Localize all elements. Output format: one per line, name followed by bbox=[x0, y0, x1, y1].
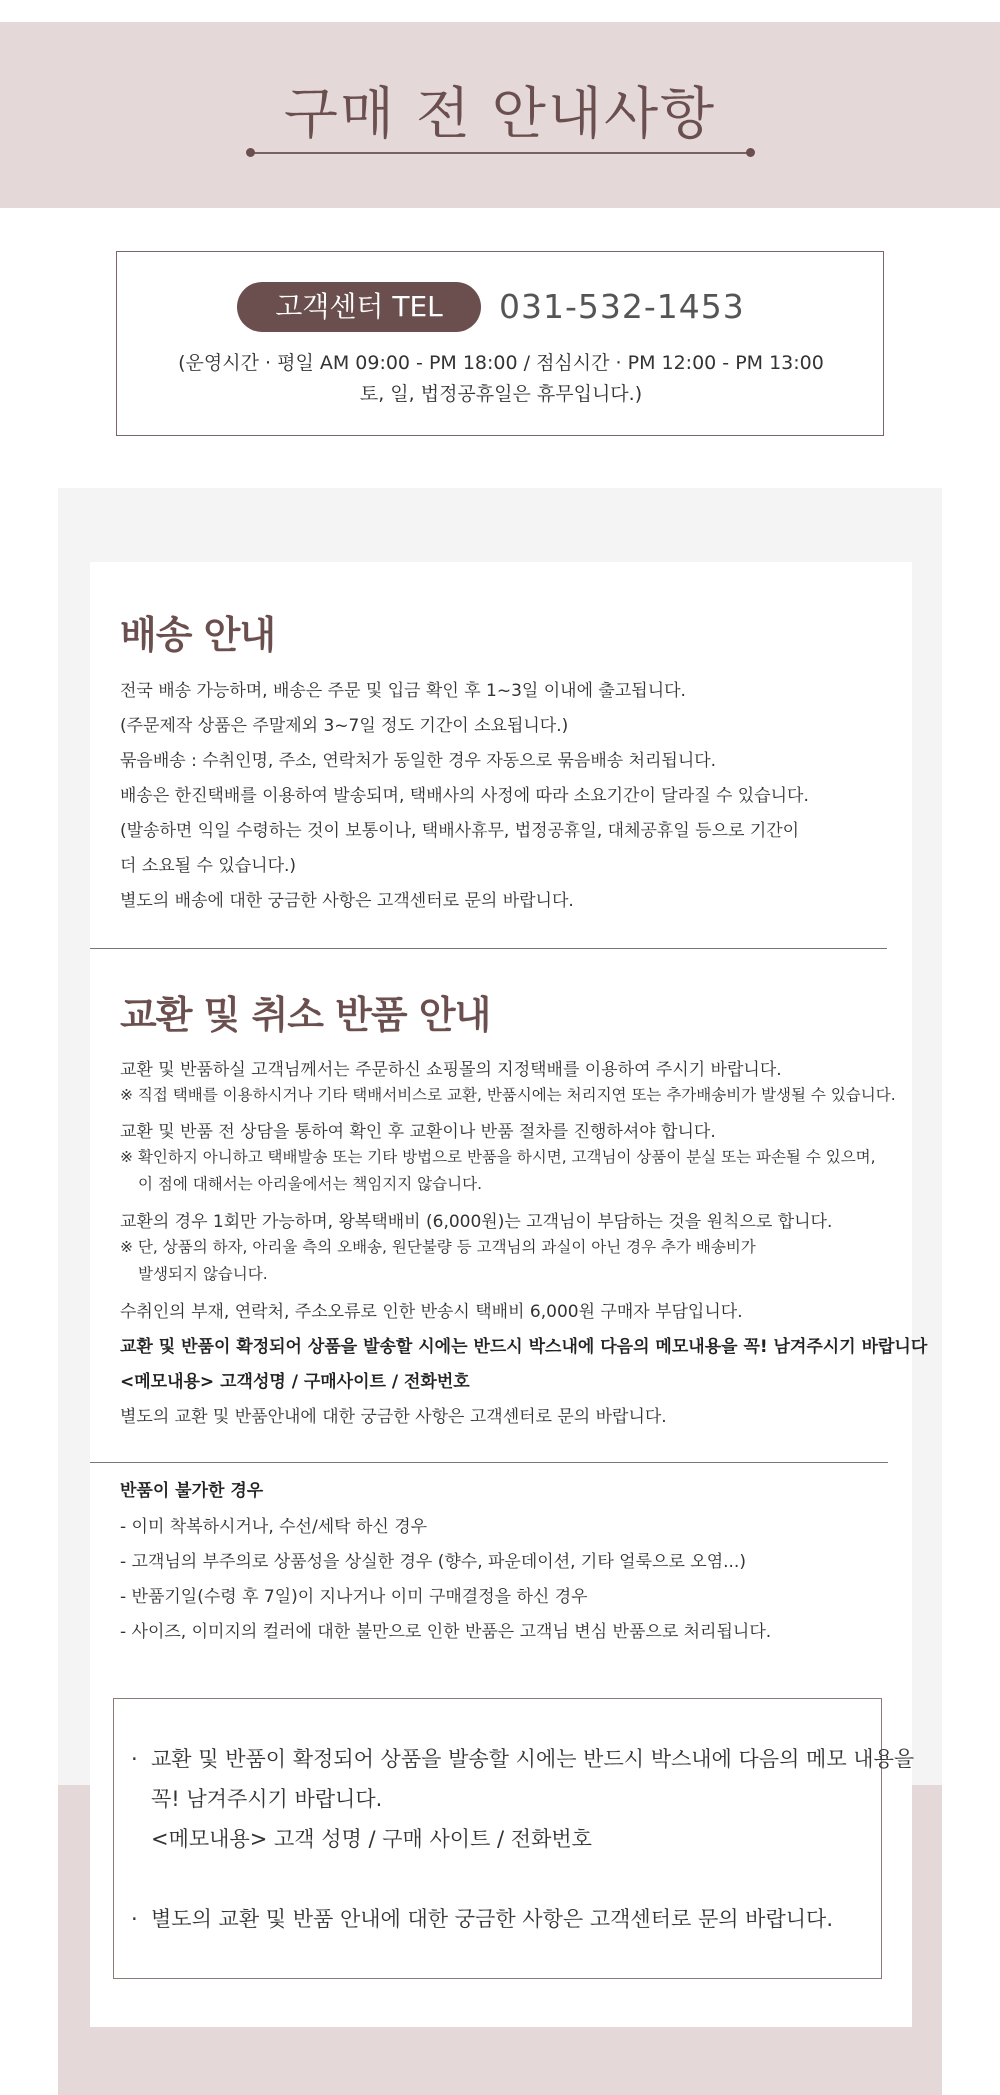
exchange-title: 교환 및 취소 반품 안내 bbox=[120, 993, 491, 1037]
customer-center-box bbox=[116, 251, 884, 436]
shipping-title: 배송 안내 bbox=[120, 613, 276, 657]
hours-line-1: (운영시간 · 평일 AM 09:00 - PM 18:00 / 점심시간 · PM 12:00 - PM 13:00 bbox=[178, 352, 824, 374]
shipping-line: 전국 배송 가능하며, 배송은 주문 및 입금 확인 후 1~3일 이내에 출고됩니다. bbox=[120, 681, 686, 701]
page-header bbox=[0, 22, 1000, 208]
shipping-line: 별도의 배송에 대한 궁금한 사항은 고객센터로 문의 바랍니다. bbox=[120, 891, 574, 911]
memo-notice-box bbox=[113, 1698, 915, 1979]
title-underline bbox=[250, 152, 750, 154]
underline-dot-right bbox=[746, 148, 755, 157]
no-return-item: - 반품기일(수령 후 7일)이 지나거나 이미 구매결정을 하신 경우 bbox=[120, 1587, 588, 1607]
exchange-line: 수취인의 부재, 연락처, 주소오류로 인한 반송시 택배비 6,000원 구매자 부담입니다. bbox=[120, 1302, 743, 1322]
top-spacer bbox=[0, 0, 1000, 22]
memo-line-4 bbox=[131, 1903, 833, 1933]
shipping-line: 배송은 한진택배를 이용하여 발송되며, 택배사의 사정에 따라 소요기간이 달라질 수 있습니다. bbox=[120, 786, 809, 806]
no-return-item: - 이미 착복하시거나, 수선/세탁 하신 경우 bbox=[120, 1517, 428, 1537]
exchange-memo-content: <메모내용> 고객성명 / 구매사이트 / 전화번호 bbox=[120, 1372, 470, 1392]
section-divider bbox=[90, 948, 887, 949]
shipping-line: 묶음배송 : 수취인명, 주소, 연락처가 동일한 경우 자동으로 묶음배송 처리됩니다. bbox=[120, 751, 717, 771]
exchange-note: 발생되지 않습니다. bbox=[138, 1265, 268, 1283]
no-return-title: 반품이 불가한 경우 bbox=[120, 1481, 264, 1501]
exchange-note: ※ 확인하지 아니하고 택배발송 또는 기타 방법으로 반품을 하시면, 고객님이 상품이 분실 또는 파손될 수 있으며, bbox=[120, 1148, 876, 1166]
memo-line-2: 꼭! 남겨주시기 바랍니다. bbox=[151, 1787, 383, 1811]
page-title: 구매 전 안내사항 bbox=[283, 82, 717, 147]
customer-center-phone[interactable]: 031-532-1453 bbox=[499, 287, 745, 326]
exchange-memo-notice: 교환 및 반품이 확정되어 상품을 발송할 시에는 반드시 박스내에 다음의 메모내용을 꼭! 남겨주시기 바랍니다 bbox=[120, 1337, 928, 1357]
exchange-note: ※ 직접 택배를 이용하시거나 기타 택배서비스로 교환, 반품시에는 처리지연 또는 추가배송비가 발생될 수 있습니다. bbox=[120, 1086, 896, 1104]
memo-line-1 bbox=[131, 1743, 914, 1773]
bullet-icon: · bbox=[131, 1907, 138, 1931]
underline-dot-left bbox=[246, 148, 255, 157]
exchange-line: 교환 및 반품하실 고객님께서는 주문하신 쇼핑몰의 지정택배를 이용하여 주시기 바랍니다. bbox=[120, 1060, 782, 1080]
exchange-line: 교환의 경우 1회만 가능하며, 왕복택배비 (6,000원)는 고객님이 부담하는 것을 원칙으로 합니다. bbox=[120, 1212, 833, 1232]
memo-text: 교환 및 반품이 확정되어 상품을 발송할 시에는 반드시 박스내에 다음의 메모 내용을 bbox=[151, 1747, 915, 1771]
memo-text: 별도의 교환 및 반품 안내에 대한 궁금한 사항은 고객센터로 문의 바랍니다. bbox=[151, 1907, 834, 1931]
exchange-note: ※ 단, 상품의 하자, 아리울 측의 오배송, 원단불량 등 고객님의 과실이 아닌 경우 추가 배송비가 bbox=[120, 1238, 756, 1256]
no-return-item: - 사이즈, 이미지의 컬러에 대한 불만으로 인한 반품은 고객님 변심 반품으로 처리됩니다. bbox=[120, 1622, 772, 1642]
customer-center-hours bbox=[117, 348, 885, 410]
shipping-line: (주문제작 상품은 주말제외 3~7일 정도 기간이 소요됩니다.) bbox=[120, 716, 569, 736]
no-return-item: - 고객님의 부주의로 상품성을 상실한 경우 (향수, 파운데이션, 기타 얼룩으로 오염...) bbox=[120, 1552, 746, 1572]
exchange-line: 별도의 교환 및 반품안내에 대한 궁금한 사항은 고객센터로 문의 바랍니다. bbox=[120, 1407, 667, 1427]
hours-line-2: 토, 일, 법정공휴일은 휴무입니다.) bbox=[359, 383, 643, 405]
bullet-icon: · bbox=[131, 1747, 138, 1771]
section-divider bbox=[90, 1462, 888, 1463]
shipping-line: (발송하면 익일 수령하는 것이 보통이나, 택배사휴무, 법정공휴일, 대체공휴일 등으로 기간이 bbox=[120, 821, 800, 841]
exchange-line: 교환 및 반품 전 상담을 통하여 확인 후 교환이나 반품 절차를 진행하셔야 합니다. bbox=[120, 1122, 716, 1142]
customer-center-label: 고객센터 TEL bbox=[237, 282, 481, 332]
shipping-line: 더 소요될 수 있습니다.) bbox=[120, 856, 297, 876]
memo-line-3: <메모내용> 고객 성명 / 구매 사이트 / 전화번호 bbox=[151, 1827, 592, 1851]
exchange-note: 이 점에 대해서는 아리울에서는 책임지지 않습니다. bbox=[138, 1175, 482, 1193]
info-card bbox=[90, 562, 928, 2027]
